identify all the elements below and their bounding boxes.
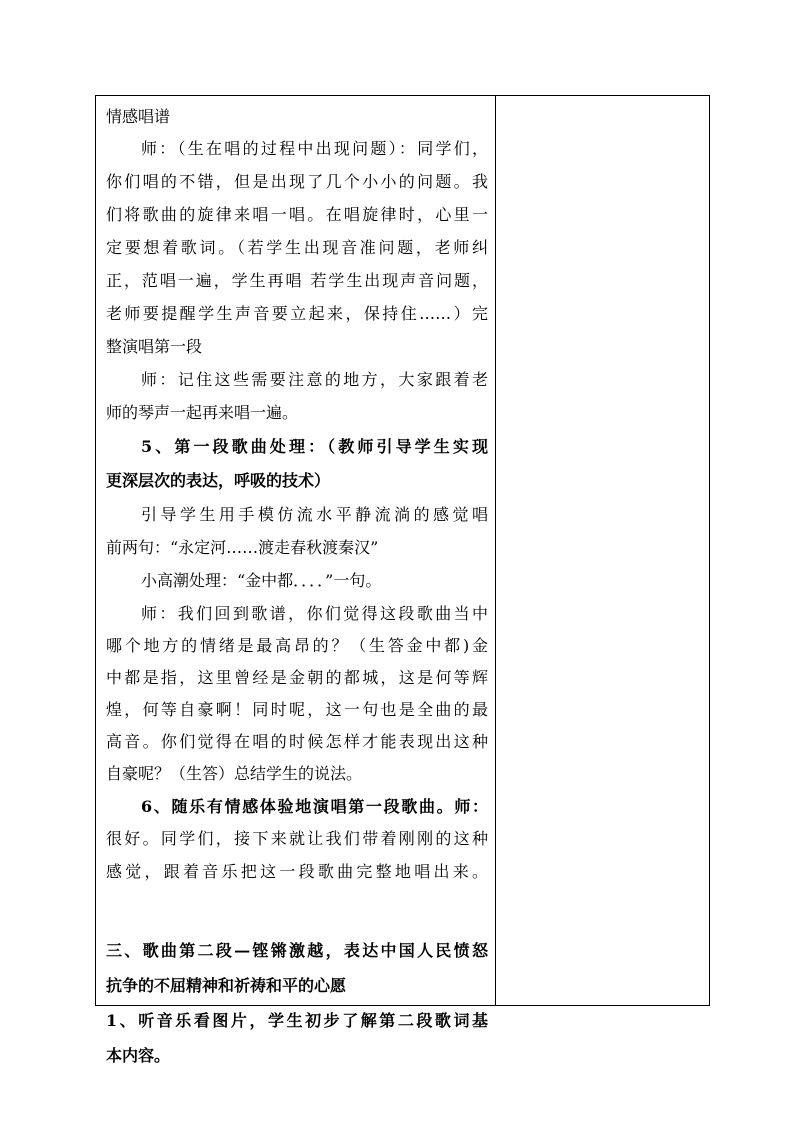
notes-cell [496, 96, 709, 1005]
text-line: 中都是指，这里曾经是金朝的都城，这是何等辉 [106, 668, 488, 687]
text-line: 自豪呢？（生答）总结学生的说法。 [106, 764, 363, 783]
text-line: 很好。同学们，接下来就让我们带着刚刚的这种 [106, 829, 488, 848]
text-line: 整演唱第一段 [106, 337, 203, 356]
text-line: 引导学生用手模仿流水平静流淌的感觉唱 [141, 505, 488, 524]
text-line: 你们唱的不错，但是出现了几个小小的问题。我 [106, 172, 488, 191]
text-line: 抗争的不屈精神和祈祷和平的心愿 [106, 976, 347, 995]
text-line: 哪个地方的情绪是最高昂的？（生答金中都)金 [106, 636, 488, 655]
lesson-content-cell [96, 96, 495, 1065]
text-line: 师：我们回到歌谱，你们觉得这段歌曲当中 [141, 604, 488, 623]
text-line: 师的琴声一起再来唱一遍。 [106, 403, 299, 422]
lesson-table [95, 95, 710, 1065]
text-line: 煌，何等自豪啊！同时呢，这一句也是全曲的最 [106, 700, 488, 719]
text-line: 感觉，跟着音乐把这一段歌曲完整地唱出来。 [106, 862, 488, 881]
text-line: 高音。你们觉得在唱的时候怎样才能表现出这种 [106, 732, 488, 751]
text-line: 师：记住这些需要注意的地方，大家跟着老 [141, 370, 488, 389]
text-line: 师：（生在唱的过程中出现问题）：同学们， [141, 139, 488, 158]
text-line: 三、歌曲第二段—铿锵激越，表达中国人民愤怒 [106, 941, 488, 960]
text-line: 本内容。 [106, 1046, 171, 1065]
text-line: 前两句：“永定河……渡走春秋渡秦汉” [106, 538, 379, 557]
text-line: 小高潮处理：“金中都．．．．”一句。 [141, 571, 382, 590]
text-line: 情感唱谱 [106, 107, 171, 126]
text-line: 正，范唱一遍，学生再唱 若学生出现声音问题， [106, 271, 488, 290]
text-line: 们将歌曲的旋律来唱一唱。在唱旋律时，心里一 [106, 205, 488, 224]
text-line: 1、听音乐看图片，学生初步了解第二段歌词基 [106, 1011, 488, 1030]
text-line: 5、第一段歌曲处理：（教师引导学生实现 [141, 437, 488, 456]
text-line: 定要想着歌词。（若学生出现音准问题，老师纠 [106, 238, 488, 257]
text-line: 更深层次的表达，呼吸的技术） [106, 471, 331, 490]
text-line: 老师要提醒学生声音要立起来，保持住……）完 [106, 304, 488, 323]
text-line: 6、随乐有情感体验地演唱第一段歌曲。师： [141, 797, 488, 816]
